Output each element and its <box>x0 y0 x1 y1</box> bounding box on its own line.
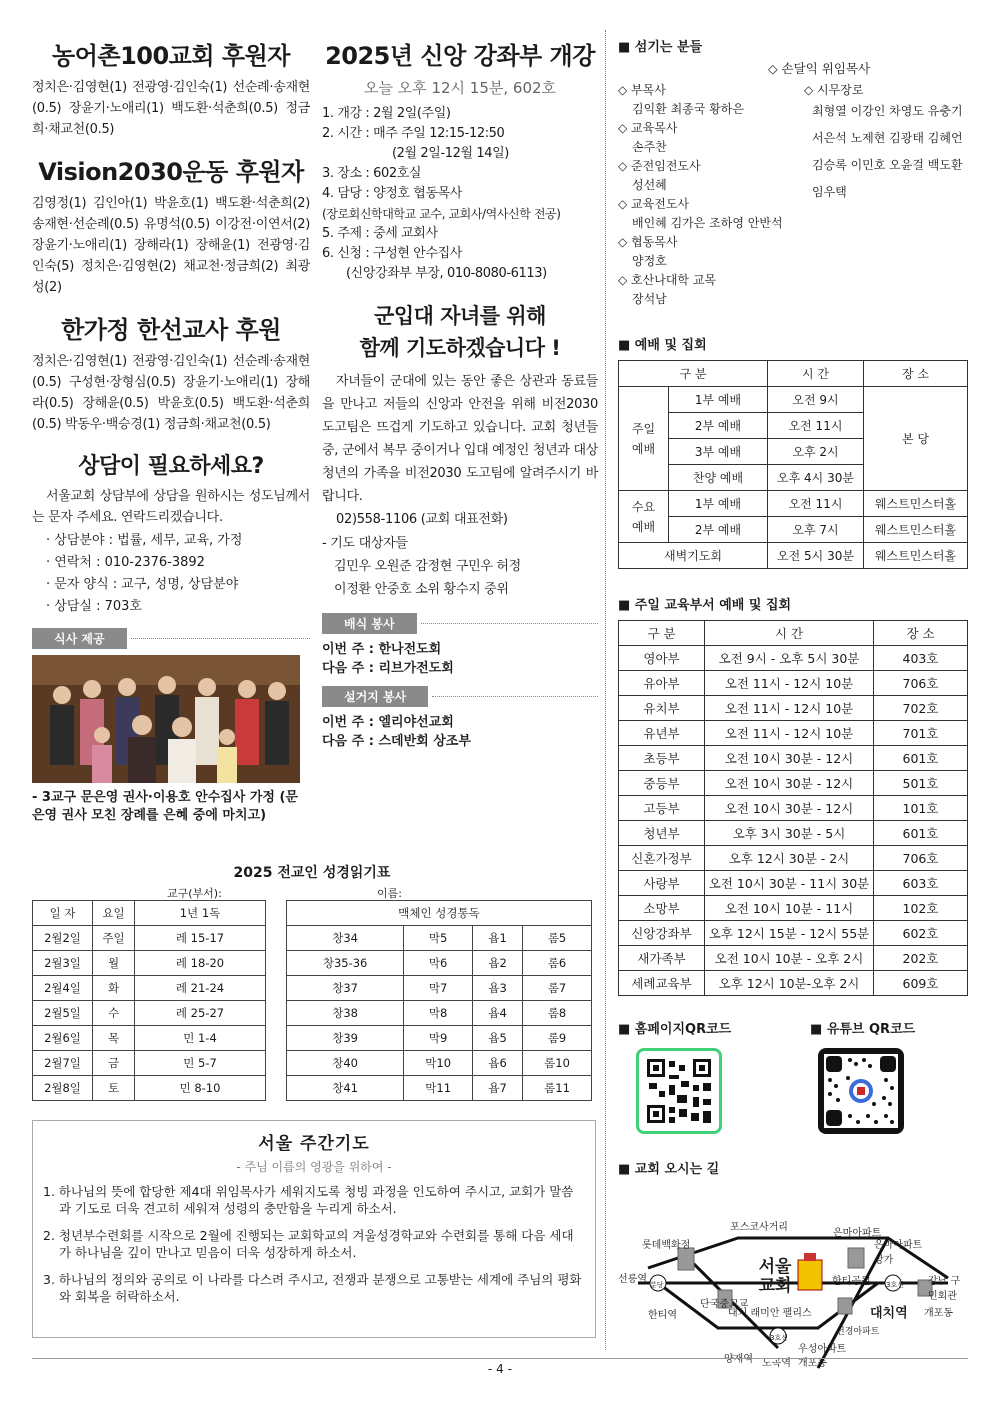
left-column <box>32 30 310 825</box>
edu-cell: 701호 <box>874 721 968 746</box>
worship-place: 웨스트민스터홀 <box>864 491 968 517</box>
bible-row <box>33 951 266 976</box>
staff-roles <box>618 81 804 309</box>
worship-header: 시 간 <box>768 361 864 387</box>
map-label: 3호선 <box>886 1281 904 1289</box>
bible-row <box>33 1001 266 1026</box>
edu-cell: 세례교육부 <box>619 971 705 996</box>
staff-role: ◇ 협동목사 <box>618 235 678 249</box>
worship-header: 구 분 <box>619 361 768 387</box>
prayer-targets-2: 이정환 안중호 소위 황수지 중위 <box>334 582 509 597</box>
edu-cell: 오후 12시 15분 - 12시 55분 <box>705 921 874 946</box>
bible-cell: 레 18-20 <box>135 951 266 976</box>
bible-cell: 레 21-24 <box>135 976 266 1001</box>
column-divider <box>605 30 606 1350</box>
faith-class-item: (신앙강좌부 부장, 010-8080-6113) <box>346 266 547 281</box>
faith-class-item: 3. 장소 : 602호실 <box>322 166 422 181</box>
faith-class-item: 6. 신청 : 구성현 안수집사 <box>322 246 462 261</box>
meal-bar <box>32 628 310 649</box>
edu-row <box>619 896 968 921</box>
youtube-qr-code[interactable] <box>818 1048 904 1134</box>
serve1-label: 배식 봉사 <box>322 613 417 634</box>
bible-row <box>33 926 266 951</box>
bible-table-right <box>286 900 592 1101</box>
worship-heading: ■ 예배 및 집회 <box>618 338 707 353</box>
serve1-next: 다음 주 : 리브가전도회 <box>322 661 454 676</box>
bible-cell: 주일 <box>93 926 135 951</box>
faith-class-item: 5. 주제 : 중세 교회사 <box>322 226 438 241</box>
bible-cell: 욥6 <box>473 1051 523 1076</box>
map-label: 은마아파트 <box>833 1228 882 1239</box>
edu-row <box>619 796 968 821</box>
worship-name: 2부 예배 <box>669 517 768 543</box>
edu-cell: 오전 10시 30분 - 11시 30분 <box>705 871 874 896</box>
bible-cell: 레 15-17 <box>135 926 266 951</box>
bible-row <box>33 1076 266 1101</box>
elders-line: 임우택 <box>812 185 847 199</box>
bible-cell: 2월8일 <box>33 1076 93 1101</box>
bible-cell: 창37 <box>287 976 404 1001</box>
edu-cell: 202호 <box>874 946 968 971</box>
counseling-item: · 연락처 : 010-2376-3892 <box>46 555 205 570</box>
faith-class-subtitle: 오늘 오후 12시 15분, 602호 <box>363 79 557 97</box>
counseling-title: 상담이 필요하세요? <box>78 454 264 479</box>
prayer-item: 1. 하나님의 뜻에 합당한 제4대 위임목사가 세워지도록 청빙 과정을 인도하여 주시고, 교회가 말씀과 기도로 더욱 견고히 세워져 성령의 충만함을 누리게 하소서. <box>43 1184 574 1216</box>
worship-name: 1부 예배 <box>669 491 768 517</box>
worship-table <box>618 360 968 569</box>
serve1-this: 이번 주 : 한나전도회 <box>322 642 442 657</box>
edu-row <box>619 696 968 721</box>
bible-cell: 월 <box>93 951 135 976</box>
prayer-item: 3. 하나님의 정의와 공의로 이 나라를 다스려 주시고, 전쟁과 분쟁으로 고통받는 세계에 주님의 평화와 회복을 허락하소서. <box>43 1272 582 1304</box>
elders-line: 서은석 노제현 김광태 김혜언 <box>812 131 963 145</box>
bible-cell: 막10 <box>404 1051 473 1076</box>
bible-cell: 2월7일 <box>33 1051 93 1076</box>
head-pastor: ◇ 손달익 위임목사 <box>767 61 871 76</box>
staff-role: ◇ 교육목사 <box>618 121 678 135</box>
staff-role: ◇ 교육전도사 <box>618 197 690 211</box>
edu-header: 장 소 <box>874 621 968 646</box>
bible-cell: 막5 <box>404 926 473 951</box>
edu-cell: 603호 <box>874 871 968 896</box>
faith-class-list <box>322 104 598 284</box>
counseling-item: · 상담분야 : 법률, 세무, 교육, 가정 <box>46 533 243 548</box>
map-label: 포스코사거리 <box>730 1222 788 1233</box>
bible-cell: 롬11 <box>523 1076 592 1101</box>
missionary-donors: 정치은·김영현(1) 전광영·김인숙(1) 선순례·송재현(0.5) 구성현·장형심(0.5) 장윤기·노애리(1) 장해라(0.5) 장해윤(0.5) 박윤호(0.5) 백도환·석춘희(0.5) 박동우·백승경(1) 정금희·채교천(0.5) <box>32 354 310 432</box>
worship-name: 2부 예배 <box>669 413 768 439</box>
bible-cell: 민 1-4 <box>135 1026 266 1051</box>
edu-cell: 신혼가정부 <box>619 846 705 871</box>
counseling-list <box>32 530 310 618</box>
edu-table <box>618 620 968 996</box>
bible-header: 일 자 <box>33 901 93 926</box>
bible-cell: 욥1 <box>473 926 523 951</box>
bible-cell: 민 5-7 <box>135 1051 266 1076</box>
bible-row <box>287 926 592 951</box>
bible-cell: 2월6일 <box>33 1026 93 1051</box>
edu-cell: 601호 <box>874 746 968 771</box>
edu-cell: 새가족부 <box>619 946 705 971</box>
bible-cell: 2월4일 <box>33 976 93 1001</box>
bible-cell: 욥7 <box>473 1076 523 1101</box>
sunday-label: 주일 예배 <box>619 387 669 491</box>
serve2-this: 이번 주 : 엘리야선교회 <box>322 715 454 730</box>
bible-cell: 욥3 <box>473 976 523 1001</box>
worship-time: 오전 11시 <box>768 413 864 439</box>
edu-cell: 601호 <box>874 821 968 846</box>
counseling-body: 서울교회 상담부에 상담을 원하시는 성도님께서는 문자 주세요. 연락드리겠습니다. <box>32 489 310 525</box>
bible-cell: 목 <box>93 1026 135 1051</box>
bible-cell: 창35-36 <box>287 951 404 976</box>
worship-time: 오후 4시 30분 <box>768 465 864 491</box>
bible-cell: 막11 <box>404 1076 473 1101</box>
map-label: 우성아파트 <box>798 1344 847 1355</box>
edu-cell: 오전 10시 30분 - 12시 <box>705 771 874 796</box>
edu-cell: 102호 <box>874 896 968 921</box>
bible-cell: 창34 <box>287 926 404 951</box>
bible-cell: 막8 <box>404 1001 473 1026</box>
map-label: 한티공원 <box>832 1276 871 1287</box>
edu-cell: 오전 10시 10분 - 11시 <box>705 896 874 921</box>
serve-bar <box>322 613 598 634</box>
military-title-2: 함께 기도하겠습니다 ! <box>359 336 561 360</box>
bible-cell: 막7 <box>404 976 473 1001</box>
edu-row <box>619 721 968 746</box>
map-heading: ■ 교회 오시는 길 <box>618 1162 720 1177</box>
bible-header: 1년 1독 <box>135 901 266 926</box>
staff-names: 장석남 <box>632 292 667 306</box>
edu-cell: 501호 <box>874 771 968 796</box>
staff-names: 손주찬 <box>632 140 667 154</box>
edu-row <box>619 971 968 996</box>
bible-cell: 금 <box>93 1051 135 1076</box>
edu-row <box>619 921 968 946</box>
group-label: 교구(부서): <box>167 887 222 900</box>
staff-role: ◇ 호산나대학 교목 <box>618 273 717 287</box>
worship-time: 오전 5시 30분 <box>768 543 864 569</box>
middle-column <box>322 30 598 751</box>
map-label: 대치 래미안 팰리스 <box>728 1308 812 1319</box>
edu-row <box>619 771 968 796</box>
elders-line: 김승록 이민호 오윤걸 백도환 <box>812 158 963 172</box>
qr2-heading: ■ 유튜브 QR코드 <box>810 1022 916 1037</box>
bible-cell: 롬5 <box>523 926 592 951</box>
edu-row <box>619 671 968 696</box>
wed-label: 수요 예배 <box>619 491 669 543</box>
page-number: - 4 - <box>32 1358 968 1376</box>
edu-cell: 609호 <box>874 971 968 996</box>
edu-cell: 오전 10시 30분 - 12시 <box>705 746 874 771</box>
bible-row <box>287 951 592 976</box>
edu-cell: 706호 <box>874 846 968 871</box>
bible-cell: 민 8-10 <box>135 1076 266 1101</box>
counseling-item: · 문자 양식 : 교구, 성명, 상담분야 <box>46 577 239 592</box>
worship-name: 1부 예배 <box>669 387 768 413</box>
elders-line: 최형열 이강인 차영도 유충기 <box>812 104 963 118</box>
edu-cell: 오후 12시 10분-오후 2시 <box>705 971 874 996</box>
bible-cell: 창38 <box>287 1001 404 1026</box>
edu-cell: 602호 <box>874 921 968 946</box>
worship-time: 오후 7시 <box>768 517 864 543</box>
map-label: 양재역 <box>724 1354 753 1365</box>
bible-row <box>287 1026 592 1051</box>
bible-cell: 화 <box>93 976 135 1001</box>
edu-cell: 중등부 <box>619 771 705 796</box>
bible-cell: 레 25-27 <box>135 1001 266 1026</box>
map-label: 단국중고교 <box>700 1299 749 1310</box>
edu-row <box>619 871 968 896</box>
edu-header: 시 간 <box>705 621 874 646</box>
photo-caption: - 3교구 문은영 권사·이용호 안수집사 가정 (문은영 권사 모친 장례를 은혜 중에 마치고) <box>32 790 298 823</box>
bible-cell: 2월5일 <box>33 1001 93 1026</box>
bible-cell: 창40 <box>287 1051 404 1076</box>
weekly-prayer-title: 서울 주간기도 <box>258 1134 370 1154</box>
family-photo <box>32 655 300 783</box>
map-label: 개포동 <box>798 1358 827 1369</box>
map-label: 분당 <box>650 1281 664 1289</box>
staff-names: 양정호 <box>632 254 667 268</box>
map-label: 강남 구민회관 <box>928 1276 961 1302</box>
edu-cell: 영아부 <box>619 646 705 671</box>
bible-title: 2025 전교인 성경읽기표 <box>233 865 391 881</box>
map-label: 한티역 <box>648 1310 677 1321</box>
weekly-prayer-box <box>32 1120 596 1338</box>
bible-cell: 수 <box>93 1001 135 1026</box>
edu-cell: 오전 10시 10분 - 오후 2시 <box>705 946 874 971</box>
map-label: 은마아파트 상가 <box>874 1240 923 1266</box>
edu-cell: 702호 <box>874 696 968 721</box>
right-column <box>618 30 970 1369</box>
prayer-targets-head: - 기도 대상자들 <box>322 536 408 551</box>
worship-time: 오후 2시 <box>768 439 864 465</box>
bible-cell: 막9 <box>404 1026 473 1051</box>
faith-class-item: 1. 개강 : 2월 2일(주일) <box>322 106 451 121</box>
church-phone: 02)558-1106 (교회 대표전화) <box>336 512 508 527</box>
vision2030-title: Vision2030운동 후원자 <box>38 158 304 186</box>
edu-row <box>619 846 968 871</box>
edu-cell: 소망부 <box>619 896 705 921</box>
serve2-next: 다음 주 : 스데반회 상조부 <box>322 734 471 749</box>
bible-cell: 롬7 <box>523 976 592 1001</box>
edu-cell: 유아부 <box>619 671 705 696</box>
map-church-label: 서울 교회 <box>758 1257 792 1296</box>
edu-row <box>619 821 968 846</box>
staff-names: 배인혜 김가은 조하영 안반석 <box>632 216 783 230</box>
map-label: 도곡역 <box>762 1358 791 1369</box>
edu-row <box>619 946 968 971</box>
bible-row <box>287 1076 592 1101</box>
worship-name: 3부 예배 <box>669 439 768 465</box>
edu-heading: ■ 주일 교육부서 예배 및 집회 <box>618 598 792 613</box>
missionary-title: 한가정 한선교사 후원 <box>61 316 281 344</box>
staff-names: 성선혜 <box>632 178 667 192</box>
rural-church-donors: 정치은·김영현(1) 전광영·김인숙(1) 선순례·송재현(0.5) 장윤기·노애리(1) 백도환·석춘희(0.5) 정금희·채교천(0.5) <box>32 80 310 137</box>
prayer-targets-1: 김민우 오원준 감정현 구민우 허정 <box>334 559 521 574</box>
staff-names: 김익환 최종국 황하은 <box>632 102 744 116</box>
edu-cell: 오전 11시 - 12시 10분 <box>705 671 874 696</box>
name-label: 이름: <box>377 887 402 900</box>
edu-cell: 오후 3시 30분 - 5시 <box>705 821 874 846</box>
edu-cell: 유치부 <box>619 696 705 721</box>
sunday-place: 본 당 <box>864 387 968 491</box>
bible-cell: 막6 <box>404 951 473 976</box>
edu-header: 구 분 <box>619 621 705 646</box>
bible-row <box>33 1051 266 1076</box>
map-label: 대치역 <box>870 1306 908 1321</box>
edu-cell: 사랑부 <box>619 871 705 896</box>
edu-cell: 오전 11시 - 12시 10분 <box>705 696 874 721</box>
worship-header: 장 소 <box>864 361 968 387</box>
map-label: 3호선 <box>770 1334 788 1342</box>
bible-cell: 창41 <box>287 1076 404 1101</box>
faith-class-title: 2025년 신앙 강좌부 개강 <box>325 42 595 70</box>
edu-cell: 고등부 <box>619 796 705 821</box>
map-label: 선릉역 <box>618 1274 647 1285</box>
edu-cell: 오전 9시 - 오후 5시 30분 <box>705 646 874 671</box>
edu-cell: 오전 10시 30분 - 12시 <box>705 796 874 821</box>
bible-row <box>33 1026 266 1051</box>
edu-cell: 오후 12시 30분 - 2시 <box>705 846 874 871</box>
edu-row <box>619 646 968 671</box>
map-label: 롯데백화점 <box>642 1240 691 1251</box>
bible-cell: 욥4 <box>473 1001 523 1026</box>
staff-role: ◇ 부목사 <box>618 83 666 97</box>
worship-time: 오전 9시 <box>768 387 864 413</box>
bible-row <box>287 976 592 1001</box>
edu-cell: 101호 <box>874 796 968 821</box>
bible-cell: 토 <box>93 1076 135 1101</box>
edu-cell: 초등부 <box>619 746 705 771</box>
edu-row <box>619 746 968 771</box>
bible-cell: 2월2일 <box>33 926 93 951</box>
edu-cell: 유년부 <box>619 721 705 746</box>
edu-cell: 403호 <box>874 646 968 671</box>
prayer-item: 2. 청년부수련회를 시작으로 2월에 진행되는 교회학교의 겨울성경학교와 수련회를 통해 다음 세대가 하나님을 깊이 만나고 믿음이 더욱 성장하게 하소서. <box>43 1228 574 1260</box>
meal-label: 식사 제공 <box>32 628 127 649</box>
edu-cell: 신앙강좌부 <box>619 921 705 946</box>
map-label: 선경아파트 <box>836 1327 880 1337</box>
military-title-1: 군입대 자녀를 위해 <box>374 304 546 328</box>
vision2030-donors: 김영정(1) 김인아(1) 박윤호(1) 백도환·석춘희(2) 송재현·선순례(0.5) 유명석(0.5) 이강전·이연서(2) 장윤기·노애리(1) 장해라(1) 장해윤(1) 전광영·김인숙(5) 정치은·김영현(2) 채교천·정금희(2) 최광성(2) <box>32 196 310 295</box>
qr1-heading: ■ 홈페이지QR코드 <box>618 1022 732 1037</box>
staff-role: ◇ 준전임전도사 <box>618 159 701 173</box>
counseling-item: · 상담실 : 703호 <box>46 599 142 614</box>
serving-heading: ■ 섬기는 분들 <box>618 40 703 55</box>
bible-cell: 롬8 <box>523 1001 592 1026</box>
bible-row <box>287 1051 592 1076</box>
elders-role: ◇ 시무장로 <box>804 83 864 97</box>
faith-class-item: (2월 2일-12월 14일) <box>392 146 509 161</box>
serve2-label: 설거지 봉사 <box>322 686 428 707</box>
bible-cell: 롬10 <box>523 1051 592 1076</box>
faith-class-item: 4. 담당 : 양정호 협동목사 <box>322 186 462 201</box>
bible-header: 맥체인 성경통독 <box>287 901 592 926</box>
worship-place: 웨스트민스터홀 <box>864 517 968 543</box>
edu-cell: 706호 <box>874 671 968 696</box>
bible-header: 요일 <box>93 901 135 926</box>
edu-cell: 청년부 <box>619 821 705 846</box>
bible-table-left <box>32 900 266 1101</box>
bible-row <box>33 976 266 1001</box>
bible-cell: 2월3일 <box>33 951 93 976</box>
weekly-prayer-subtitle: - 주님 이름의 영광을 위하여 - <box>236 1160 392 1174</box>
rural-church-title: 농어촌100교회 후원자 <box>52 42 290 70</box>
worship-name: 새벽기도회 <box>619 543 768 569</box>
homepage-qr-code[interactable] <box>636 1048 722 1134</box>
worship-name: 찬양 예배 <box>669 465 768 491</box>
worship-time: 오전 11시 <box>768 491 864 517</box>
military-body: 자녀들이 군대에 있는 동안 좋은 상관과 동료들을 만나고 저들의 신앙과 안전을 위해 비전2030 도고팀은 뜨겁게 기도하고 있습니다. 교회 청년들 중, 군에서 복무 중이거나 입대 예정인 청년과 대상 청년의 가족을 비전2030 도고팀에 알려주시기 바랍니다. <box>322 374 598 504</box>
dish-bar <box>322 686 598 707</box>
bible-reading <box>32 862 592 1101</box>
bible-row <box>287 1001 592 1026</box>
bible-cell: 롬6 <box>523 951 592 976</box>
faith-class-item: 2. 시간 : 매주 주일 12:15-12:50 <box>322 126 505 141</box>
faith-class-item: (장로회신학대학교 교수, 교회사/역사신학 전공) <box>322 207 561 221</box>
edu-cell: 오전 11시 - 12시 10분 <box>705 721 874 746</box>
bible-cell: 롬9 <box>523 1026 592 1051</box>
worship-place: 웨스트민스터홀 <box>864 543 968 569</box>
bible-cell: 욥5 <box>473 1026 523 1051</box>
bible-cell: 창39 <box>287 1026 404 1051</box>
map-label: 개포동 <box>924 1308 953 1319</box>
bible-cell: 욥2 <box>473 951 523 976</box>
